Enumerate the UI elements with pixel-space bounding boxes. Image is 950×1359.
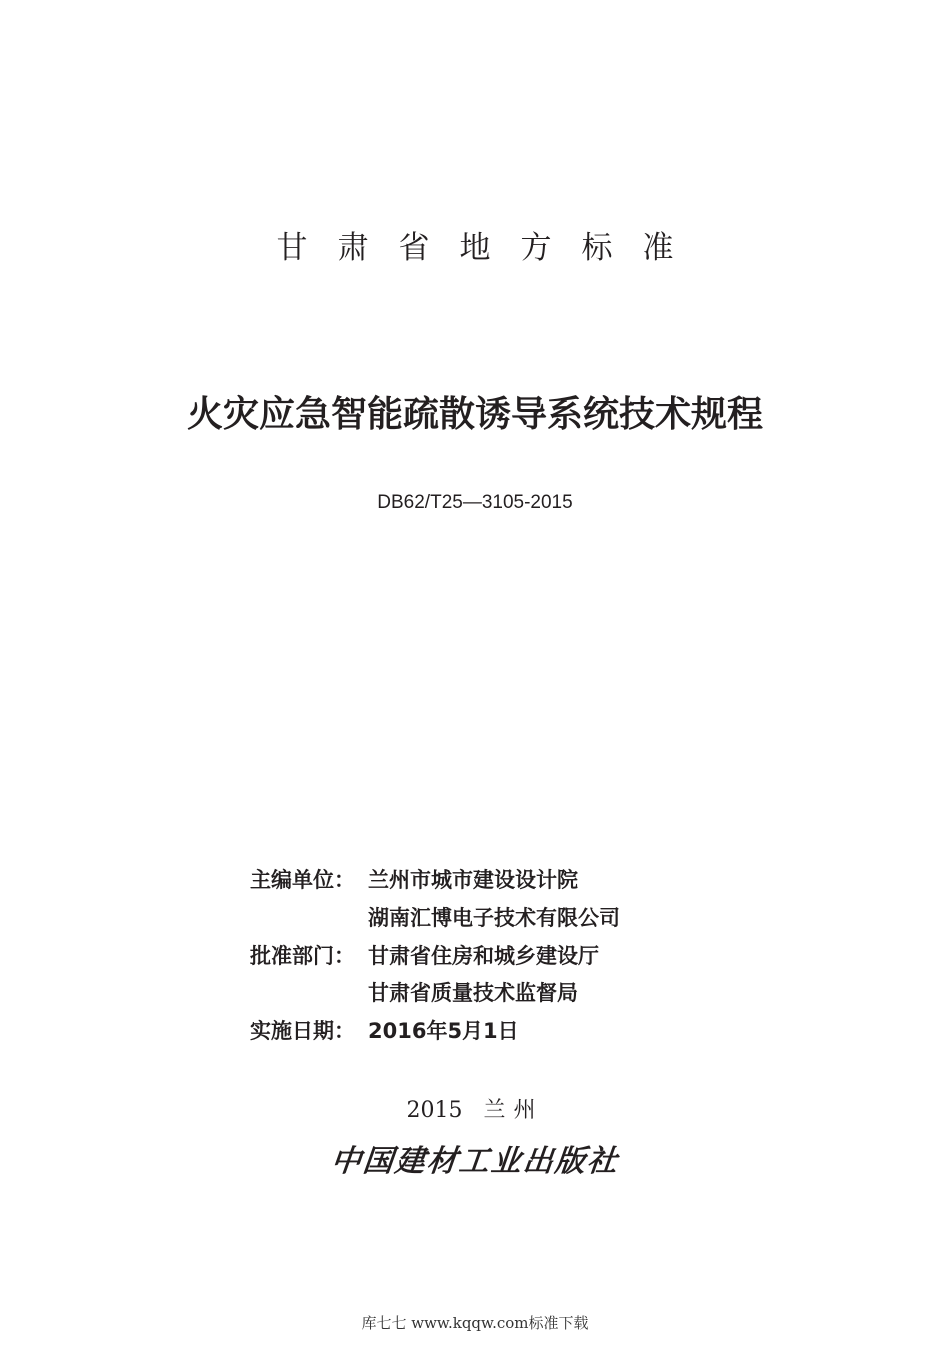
publication-place xyxy=(0,1096,950,1126)
approver-row xyxy=(250,938,620,976)
approver-2: 甘肃省质量技术监督局 xyxy=(368,981,578,1006)
date-label: 实施日期： xyxy=(250,1019,355,1044)
series-heading: 甘肃省地方标准 xyxy=(276,230,704,266)
publication-year: 2015 xyxy=(406,1098,463,1123)
date-row xyxy=(250,1013,620,1051)
editor-1: 兰州市城市建设设计院 xyxy=(368,868,578,892)
editor-label: 主编单位： xyxy=(250,868,355,892)
approver-label: 批准部门： xyxy=(250,943,355,968)
date-value: 2016年5月1日 xyxy=(368,1019,519,1044)
document-title: 火灾应急智能疏散诱导系统技术规程 xyxy=(186,394,763,435)
editor-row-2 xyxy=(250,900,620,938)
standard-code: DB62/T25—3105-2015 xyxy=(377,492,573,513)
approver-1: 甘肃省住房和城乡建设厅 xyxy=(368,943,599,968)
footer-watermark: 库七七 www.kqqw.com标准下载 xyxy=(361,1314,589,1332)
publisher-name: 中国建材工业出版社 xyxy=(329,1144,621,1179)
editor-2: 湖南汇博电子技术有限公司 xyxy=(368,905,620,930)
publication-city: 兰州 xyxy=(483,1098,544,1123)
approver-row-2 xyxy=(250,975,620,1013)
info-block xyxy=(250,862,620,1051)
editor-row xyxy=(250,862,620,900)
